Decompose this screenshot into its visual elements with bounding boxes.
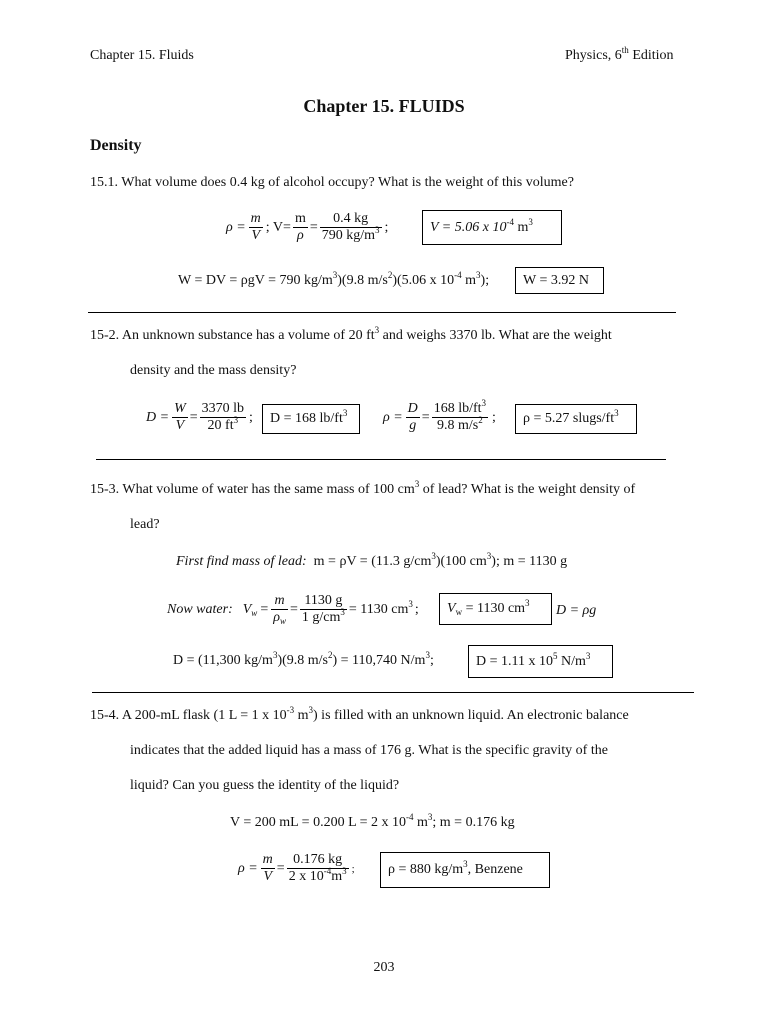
problem-15-2-mass-density-equation: ρ = $\frac{D}{g}$ = $\frac{168 lb/ft^3}{9.8 m/s^2}$ ; — [383, 398, 496, 433]
problem-15-3-weight-density-equation: D = (11,300 $kg/m^3)(9.8$ $m/s^2) = 110,740$ $N/m^3$; — [173, 650, 434, 668]
problem-15-2-text-cont: density and the mass density? — [130, 363, 297, 378]
weight-density-formula: D = ρg — [556, 603, 597, 618]
section-heading: Density — [90, 137, 142, 154]
answer-box-weight: W = 3.92 N — [515, 267, 604, 294]
page-number: 203 — [373, 960, 395, 975]
problem-15-1-equation: ρ = $\frac{m}{V}$ ; V= $\frac{m}{\rho}$ = $\frac{0.4 kg}{790 kg/m^3}$ ; — [226, 211, 389, 243]
problem-15-2-weight-density-equation: D = $\frac{W}{V}$ = $\frac{3370 lb}{20 ft^3}$ ; — [146, 401, 253, 433]
problem-15-4-text-cont-2: liquid? Can you guess the identity of the liquid? — [130, 778, 400, 793]
problem-15-3-text-cont: lead? — [130, 517, 160, 532]
problem-15-4-text: 15-4. A 200-mL flask (1 L = 1 x $10^{-3}$ $m^3$) is filled with an unknown liquid. An electronic balance — [90, 705, 629, 723]
problem-15-1-text: 15.1. What volume does 0.4 kg of alcohol occupy? What is the weight of this volume? — [90, 175, 574, 190]
problem-15-2-text: 15-2. An unknown substance has a volume of 20 $ft^3$ and weighs 3370 lb. What are the weight — [90, 325, 612, 343]
problem-15-4-density-equation: ρ = $\frac{m}{V}$ = $\frac{0.176 kg}{2 x 10^{-4}m^3}$ ; — [238, 852, 355, 884]
running-header-right: Physics, 6th Edition — [565, 45, 674, 63]
answer-box-weight-density: D = 168 $lb/ft^3$ — [262, 404, 360, 434]
problem-15-3-mass-equation: First find mass of lead: m = ρV = (11.3 $g/cm^3)(100$ $cm^3$); m = 1130 g — [176, 551, 568, 569]
divider — [92, 692, 694, 693]
running-header-left: Chapter 15. Fluids — [90, 48, 194, 63]
answer-box-lead-weight-density: D = 1.11 x $10^5$ $N/m^3$ — [468, 645, 613, 678]
answer-box-water-volume: $V_w = 1130$ $cm^3$ — [439, 593, 552, 625]
problem-15-3-text: 15-3. What volume of water has the same mass of 100 $cm^3$ of lead? What is the weight density of — [90, 479, 636, 497]
problem-15-3-water-equation: Now water: $V_w$ = $\frac{m}{\rho_w}$ = $\frac{1130 g}{1 g/cm^3}$ = 1130 $cm^3$ ; — [167, 593, 419, 626]
answer-box-volume: V = 5.06 x $10^{-4}$ $m^3$ — [422, 210, 562, 245]
problem-15-4-text-cont: indicates that the added liquid has a mass of 176 g. What is the specific gravity of the — [130, 743, 608, 758]
divider — [96, 459, 666, 460]
answer-box-mass-density: ρ = 5.27 slugs/$ft^3$ — [515, 404, 637, 434]
chapter-title: Chapter 15. FLUIDS — [303, 96, 465, 116]
divider — [88, 312, 676, 313]
problem-15-1-weight-equation: W = DV = ρgV = 790 $kg/m^3)(9.8$ $m/s^2)(5.06$ x $10^{-4}$ $m^3$); — [178, 270, 490, 288]
answer-box-density-benzene: ρ = 880 $kg/m^3$, Benzene — [380, 852, 550, 888]
problem-15-4-volume-equation: V = 200 mL = 0.200 L = 2 x $10^{-4}$ $m^3$; m = 0.176 kg — [230, 812, 515, 830]
